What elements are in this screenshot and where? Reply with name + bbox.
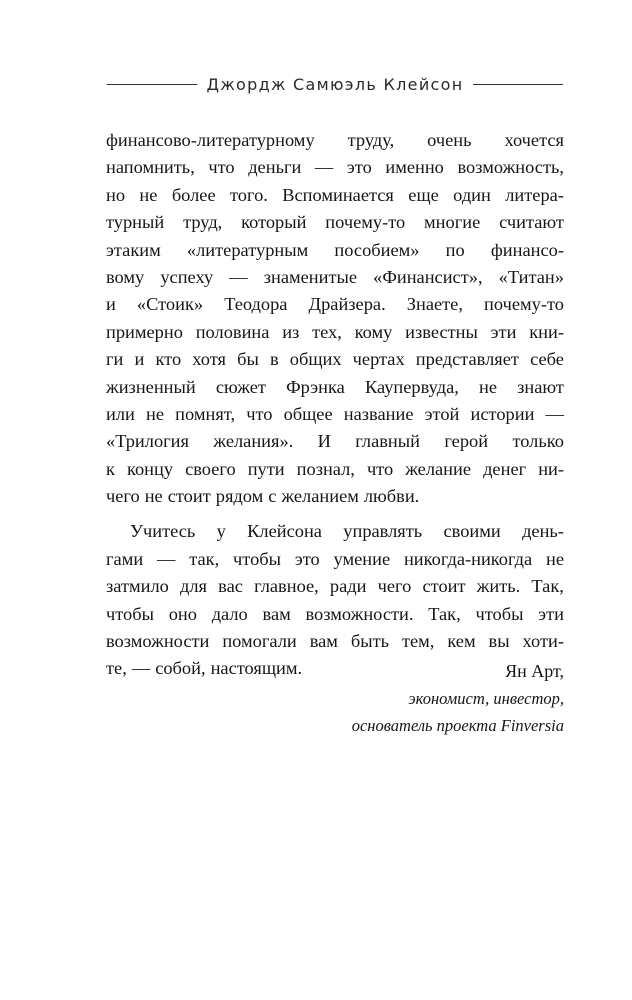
word: и (106, 294, 116, 315)
word: труд, (183, 212, 223, 233)
word: Учитесь (130, 521, 196, 542)
word: чертах (352, 349, 405, 370)
word: помнят, (175, 403, 236, 424)
word: — (131, 658, 151, 679)
word: не (139, 184, 158, 205)
word: желание (405, 458, 472, 479)
word: своими (443, 521, 501, 542)
word: — (545, 403, 564, 424)
text-line (106, 573, 564, 600)
text-line (106, 483, 564, 510)
text-line (106, 182, 564, 209)
word: вас (218, 576, 243, 597)
word: знаменитые (263, 266, 358, 287)
word: своего (185, 458, 236, 479)
word: никогда-никогда (403, 548, 533, 569)
word: «литературным (186, 239, 309, 260)
text-line (106, 518, 564, 545)
word: чтобы (233, 548, 281, 569)
word: хотя (192, 349, 226, 370)
word: этой (424, 403, 460, 424)
word: из (282, 321, 300, 342)
word: для (180, 576, 207, 597)
word: «Трилогия (106, 431, 189, 452)
word: себе (530, 349, 564, 370)
word: так, (189, 548, 220, 569)
word: помогали (222, 631, 297, 652)
word: управлять (343, 521, 423, 542)
word: не (545, 548, 564, 569)
word: что (246, 403, 273, 424)
word: кто (155, 349, 182, 370)
text-line (106, 346, 564, 373)
word: «Финансист», (373, 266, 483, 287)
word: желания». (213, 431, 294, 452)
word: быть (350, 631, 390, 652)
word: хоти- (522, 631, 564, 652)
word: еще (408, 184, 439, 205)
word: это (294, 548, 320, 569)
word: того. (230, 184, 268, 205)
word: жить. (476, 576, 521, 597)
word: более (171, 184, 216, 205)
word: Каупервуда, (364, 376, 459, 397)
word: кни- (529, 321, 564, 342)
word: день- (522, 521, 564, 542)
text-line (106, 374, 564, 401)
text-line (106, 428, 564, 455)
word: эти (490, 321, 517, 342)
word: что (208, 157, 235, 178)
text-line (106, 264, 564, 291)
word: сюжет (215, 376, 266, 397)
word: собой, (155, 658, 206, 679)
signature-role-2: основатель проекта Finversia (351, 716, 564, 735)
word: оно (168, 603, 197, 624)
word: — (229, 266, 248, 287)
word: Теодора (224, 294, 288, 315)
word: знают (517, 376, 564, 397)
word: Так, (428, 603, 461, 624)
word: главное, (254, 576, 319, 597)
word: который (241, 212, 307, 233)
word: тех, (312, 321, 342, 342)
word: не (144, 486, 163, 507)
word: настоящим. (210, 658, 303, 679)
word: возможности (106, 631, 210, 652)
word: Драйзера. (308, 294, 386, 315)
word: стоит (422, 576, 466, 597)
header-rule-right (473, 84, 563, 85)
word: эти (538, 603, 564, 624)
word: вам (309, 631, 338, 652)
text-line (106, 237, 564, 264)
word: один (453, 184, 491, 205)
word: в (269, 349, 279, 370)
word: и (134, 349, 145, 370)
word: только (512, 431, 564, 452)
word: это (346, 157, 372, 178)
text-line (106, 154, 564, 181)
word: гами (106, 548, 144, 569)
word: концу (126, 458, 174, 479)
word: Фрэнка (286, 376, 345, 397)
word: вам (262, 603, 291, 624)
word: финансо- (490, 239, 564, 260)
word: турный (106, 212, 165, 233)
word: умение (333, 548, 391, 569)
word: или (106, 403, 135, 424)
signature-block (352, 658, 564, 739)
text-line (106, 601, 564, 628)
body-text (106, 127, 564, 683)
word: жизненный (106, 376, 196, 397)
word: по (445, 239, 465, 260)
word: половина (195, 321, 270, 342)
word: стоит (167, 486, 211, 507)
word: не (146, 403, 165, 424)
word: название (343, 403, 414, 424)
word: этаким (106, 239, 161, 260)
word: деньги (248, 157, 302, 178)
word: Знаете, (406, 294, 463, 315)
word: желанием (281, 486, 359, 507)
word: очень (427, 130, 472, 150)
word: — (314, 157, 334, 178)
word: чего (106, 486, 140, 507)
word: дало (211, 603, 248, 624)
word: чего (377, 576, 412, 597)
word: литера- (505, 184, 564, 205)
word: общее (283, 403, 333, 424)
word: ни- (538, 458, 564, 479)
word: к (106, 458, 115, 479)
word: чтобы (475, 603, 524, 624)
word: вы (488, 631, 510, 652)
word: главный (355, 431, 420, 452)
header-rule-left (107, 84, 197, 85)
paragraph (106, 127, 564, 510)
word: успеху (160, 266, 214, 287)
word: общих (289, 349, 342, 370)
word: «Стоик» (136, 294, 204, 315)
text-line (106, 546, 564, 573)
text-line (106, 209, 564, 236)
text-line (106, 127, 564, 154)
word: примерно (106, 321, 183, 342)
text-line (106, 456, 564, 483)
word: тем, (401, 631, 435, 652)
word: хочется (504, 130, 564, 150)
word: кому (354, 321, 393, 342)
word: возможность, (457, 157, 564, 178)
word: считают (499, 212, 564, 233)
running-header-title: Джордж Самюэль Клейсон (206, 74, 464, 94)
word: ради (329, 576, 367, 597)
word: с (268, 486, 277, 507)
word: представляет (415, 349, 519, 370)
word: «Титан» (498, 266, 564, 287)
word: истории (470, 403, 535, 424)
word: у (216, 521, 226, 542)
word: известны (405, 321, 478, 342)
word: бы (237, 349, 259, 370)
word: герой (444, 431, 489, 452)
running-header (107, 70, 563, 98)
paragraph-gap (106, 510, 564, 518)
word: что (366, 458, 394, 479)
word: ги (106, 349, 124, 370)
word: затмило (106, 576, 169, 597)
word: — (157, 548, 176, 569)
word: И (317, 431, 331, 452)
word: труду, (347, 130, 395, 150)
word: финансово-литературному (106, 130, 315, 150)
text-line (106, 401, 564, 428)
word: вому (106, 266, 145, 287)
text-line (106, 628, 564, 655)
word: почему-то (325, 212, 406, 233)
text-line (106, 291, 564, 318)
word: почему-то (484, 294, 564, 315)
word: те, (106, 658, 127, 679)
word: напомнить, (106, 157, 195, 178)
text-line (106, 319, 564, 346)
word: именно (385, 157, 444, 178)
word: Вспоминается (282, 184, 394, 205)
signature-name: Ян Арт, (505, 661, 564, 681)
word: чтобы (106, 603, 154, 624)
word: денег (483, 458, 527, 479)
word: Клейсона (247, 521, 322, 542)
word: но (106, 184, 126, 205)
word: пособием» (334, 239, 420, 260)
word: рядом (215, 486, 264, 507)
word: любви. (363, 486, 420, 507)
word: пути (247, 458, 285, 479)
word: возможности. (305, 603, 414, 624)
word: не (478, 376, 497, 397)
word: Так, (531, 576, 564, 597)
word: кем (447, 631, 476, 652)
word: познал, (296, 458, 355, 479)
word: многие (424, 212, 481, 233)
signature-role-1: экономист, инвестор, (408, 689, 564, 708)
